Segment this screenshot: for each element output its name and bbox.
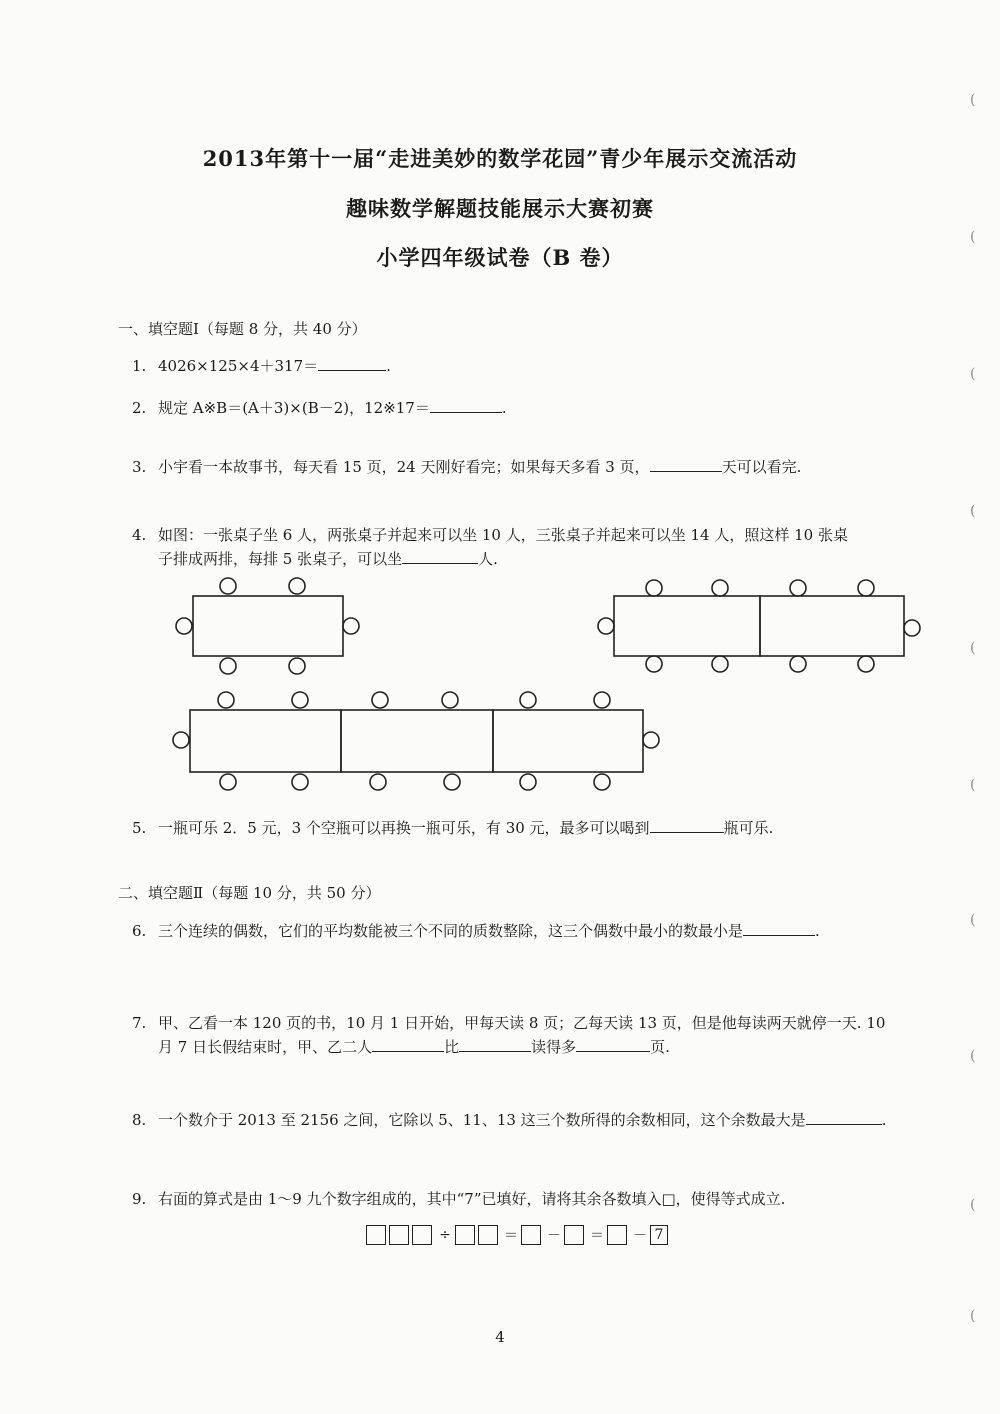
binding-mark: (: [970, 92, 976, 108]
question-end: .: [501, 399, 507, 417]
question-6: [132, 919, 932, 943]
title-line-3: 小学四年级试卷（B 卷）: [376, 245, 624, 270]
table-rect: [190, 710, 341, 772]
seat-circle: [594, 774, 610, 790]
binding-mark: (: [970, 229, 976, 245]
digit-box[interactable]: [389, 1225, 409, 1245]
seat-circle: [712, 656, 728, 672]
question-number: 1.: [132, 357, 147, 375]
question-text-line-2: 子排成两排，每排 5 张桌子，可以坐: [158, 550, 403, 568]
two-tables-diagram: [598, 580, 920, 672]
question-end: .: [386, 357, 391, 375]
answer-blank[interactable]: [806, 1108, 882, 1125]
seat-circle: [444, 774, 460, 790]
seat-circle: [173, 732, 189, 748]
question-text-line-2b: 比: [444, 1038, 460, 1056]
answer-blank[interactable]: [743, 919, 815, 936]
page-number: 4: [495, 1328, 505, 1346]
seat-circle: [370, 774, 386, 790]
table-rect: [341, 710, 493, 772]
seat-circle: [598, 618, 614, 634]
seat-circle: [858, 656, 874, 672]
question-text: 一个数介于 2013 至 2156 之间，它除以 5、11、13 这三个数所得的余数相同，这个余数最大是: [158, 1111, 806, 1129]
question-text-line-1: 甲、乙看一本 120 页的书，10 月 1 日开始，甲每天读 8 页；乙每天读 13 页，但是他每读两天就停一天. 10: [158, 1014, 886, 1032]
question-number: 8.: [132, 1111, 147, 1129]
digit-box[interactable]: [607, 1225, 627, 1245]
seat-circle: [646, 656, 662, 672]
question-text-line-2c: 读得多: [531, 1038, 577, 1056]
seat-circle: [176, 618, 192, 634]
table-rect: [760, 596, 904, 656]
question-number: 3.: [132, 458, 147, 476]
seat-circle: [220, 658, 236, 674]
section-2-heading: 二、填空题Ⅱ（每题 10 分，共 50 分）: [118, 884, 381, 902]
seat-circle: [594, 692, 610, 708]
filled-digit-box: 7: [650, 1225, 668, 1245]
seat-circle: [289, 658, 305, 674]
question-end: .: [815, 922, 820, 940]
seat-circle: [220, 578, 236, 594]
question-number: 4.: [132, 526, 147, 544]
binding-mark: (: [970, 1308, 976, 1324]
answer-blank-1[interactable]: [372, 1035, 444, 1052]
digit-box[interactable]: [564, 1225, 584, 1245]
section-1-heading: 一、填空题Ⅰ（每题 8 分，共 40 分）: [118, 320, 367, 338]
seat-circle: [442, 692, 458, 708]
equals-sign: ＝: [590, 1227, 604, 1244]
one-table-diagram: [176, 578, 359, 674]
table-rect: [493, 710, 643, 772]
answer-blank[interactable]: [650, 816, 724, 833]
seat-circle: [520, 692, 536, 708]
question-end: 天可以看完.: [721, 458, 802, 476]
seat-circle: [790, 656, 806, 672]
answer-blank-3[interactable]: [576, 1035, 650, 1052]
binding-mark: (: [970, 777, 976, 793]
question-end: .: [881, 1111, 887, 1129]
question-number: 7.: [132, 1014, 147, 1032]
three-tables-diagram: [173, 692, 659, 790]
equals-sign: ＝: [504, 1227, 518, 1244]
question-text: 4026×125×4＋317＝: [158, 357, 319, 375]
seat-circle: [790, 580, 806, 596]
answer-blank-2[interactable]: [459, 1035, 531, 1052]
seat-circle: [646, 580, 662, 596]
question-end: 瓶可乐.: [723, 819, 774, 837]
seat-circle: [520, 774, 536, 790]
seat-circle: [220, 774, 236, 790]
minus-sign: －: [633, 1227, 647, 1244]
question-text-line-2a: 月 7 日长假结束时，甲、乙二人: [158, 1038, 373, 1056]
binding-mark: (: [970, 912, 976, 928]
question-text: 右面的算式是由 1～9 九个数字组成的，其中“7”已填好，请将其余各数填入□，使得等式成立.: [158, 1190, 786, 1208]
question-end: 人.: [478, 550, 498, 568]
binding-mark: (: [970, 1048, 976, 1064]
question-text: 小宇看一本故事书，每天看 15 页，24 天刚好看完；如果每天多看 3 页，: [158, 458, 650, 476]
question-5: [132, 816, 932, 840]
digit-box[interactable]: [455, 1225, 475, 1245]
question-9: [132, 1187, 932, 1211]
seat-circle: [858, 580, 874, 596]
seat-circle: [292, 774, 308, 790]
seat-circle: [643, 732, 659, 748]
digit-box[interactable]: [478, 1225, 498, 1245]
seat-circle: [343, 618, 359, 634]
equation-row: [366, 1224, 668, 1248]
binding-mark: (: [970, 640, 976, 656]
seat-circle: [292, 692, 308, 708]
question-8: [132, 1108, 932, 1132]
seat-circle: [289, 578, 305, 594]
seat-circle: [372, 692, 388, 708]
question-end: 页.: [650, 1038, 670, 1056]
digit-box[interactable]: [412, 1225, 432, 1245]
binding-mark: (: [970, 503, 976, 519]
question-7: [132, 1011, 932, 1059]
digit-box[interactable]: [366, 1225, 386, 1245]
seat-circle: [218, 692, 234, 708]
question-number: 9.: [132, 1190, 147, 1208]
binding-mark: (: [970, 366, 976, 382]
question-number: 5.: [132, 819, 147, 837]
minus-sign: －: [547, 1227, 561, 1244]
question-number: 6.: [132, 922, 147, 940]
seat-circle: [904, 620, 920, 636]
question-text: 一瓶可乐 2．5 元，3 个空瓶可以再换一瓶可乐，有 30 元，最多可以喝到: [158, 819, 650, 837]
divide-sign: ÷: [439, 1226, 451, 1243]
title-line-1: 2013年第十一届“走进美妙的数学花园”青少年展示交流活动: [202, 146, 798, 171]
question-text-line-1: 如图：一张桌子坐 6 人，两张桌子并起来可以坐 10 人，三张桌子并起来可以坐 14 人，照这样 10 张桌: [158, 526, 848, 544]
question-text: 规定 A※B＝(A＋3)×(B－2)，12※17＝: [158, 399, 430, 417]
binding-mark: (: [970, 1197, 976, 1213]
table-rect: [193, 596, 343, 656]
table-rect: [614, 596, 760, 656]
title-line-2: 趣味数学解题技能展示大赛初赛: [346, 196, 654, 221]
question-text: 三个连续的偶数，它们的平均数能被三个不同的质数整除，这三个偶数中最小的数最小是: [158, 922, 744, 940]
question-number: 2.: [132, 399, 147, 417]
digit-box[interactable]: [521, 1225, 541, 1245]
seat-circle: [712, 580, 728, 596]
